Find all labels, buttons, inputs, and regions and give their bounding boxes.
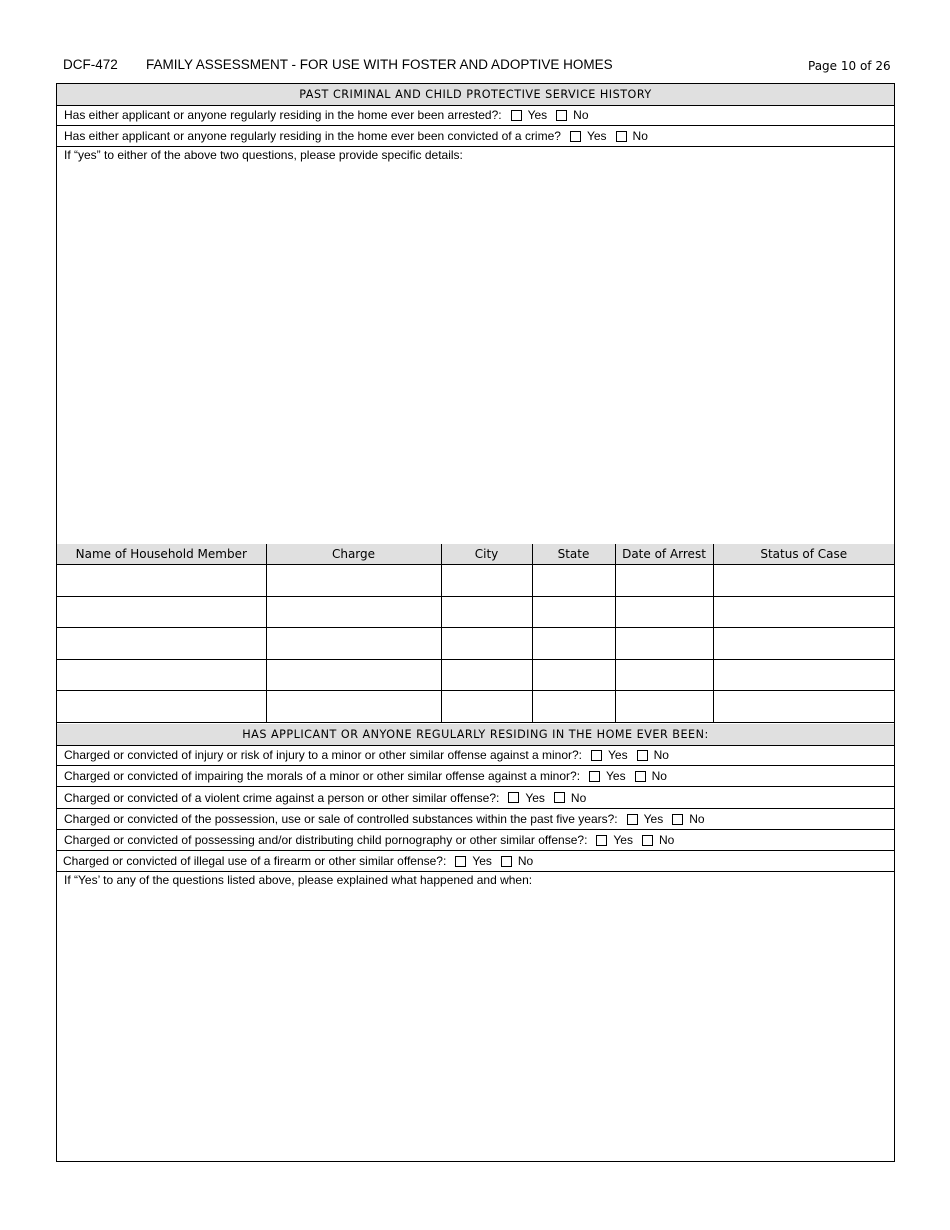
- no-label: No: [658, 833, 675, 847]
- yes-checkbox[interactable]: [596, 835, 607, 846]
- status-of-case-cell[interactable]: [713, 565, 894, 597]
- form-code: DCF-472: [63, 57, 118, 72]
- page-number: Page 10 of 26: [808, 59, 891, 73]
- explanation-textarea[interactable]: [57, 872, 894, 1161]
- question-illegal-firearm: [57, 851, 894, 872]
- state-cell[interactable]: [532, 691, 615, 723]
- table-header-row: [57, 544, 894, 565]
- section-header-criminal-history: PAST CRIMINAL AND CHILD PROTECTIVE SERVICE HISTORY: [57, 84, 894, 106]
- question-text: Charged or convicted of a violent crime against a person or other similar offense?:: [64, 790, 500, 805]
- no-label: No: [689, 812, 705, 826]
- city-cell[interactable]: [441, 659, 532, 691]
- details-prompt: If “yes” to either of the above two questions, please provide specific details:: [64, 148, 463, 162]
- name-cell[interactable]: [57, 628, 266, 660]
- question-text: Has either applicant or anyone regularly residing in the home ever been arrested?:: [64, 108, 502, 122]
- no-checkbox[interactable]: [637, 750, 648, 761]
- no-checkbox[interactable]: [642, 835, 653, 846]
- yes-label: Yes: [608, 748, 628, 762]
- question-text: Charged or convicted of possessing and/or distributing child pornography or other similar offense?:: [64, 833, 588, 847]
- name-cell[interactable]: [57, 659, 266, 691]
- yes-label: Yes: [586, 129, 607, 143]
- city-cell[interactable]: [441, 596, 532, 628]
- name-cell[interactable]: [57, 565, 266, 597]
- no-label: No: [570, 790, 587, 805]
- name-cell[interactable]: [57, 596, 266, 628]
- question-text: Charged or convicted of the possession, use or sale of controlled substances within the past five years?:: [64, 812, 618, 826]
- yes-checkbox[interactable]: [511, 110, 522, 121]
- date-of-arrest-cell[interactable]: [615, 596, 713, 628]
- table-row: [57, 596, 894, 628]
- column-header: Status of Case: [713, 544, 894, 565]
- date-of-arrest-cell[interactable]: [615, 565, 713, 597]
- question-text: Charged or convicted of injury or risk of injury to a minor or other similar offense against a minor?:: [64, 748, 583, 762]
- yes-checkbox[interactable]: [508, 792, 519, 803]
- date-of-arrest-cell[interactable]: [615, 659, 713, 691]
- city-cell[interactable]: [441, 691, 532, 723]
- yes-label: Yes: [525, 790, 545, 805]
- table-row: [57, 691, 894, 723]
- column-header: Charge: [266, 544, 441, 565]
- city-cell[interactable]: [441, 628, 532, 660]
- details-textarea[interactable]: [57, 147, 894, 544]
- column-header: City: [441, 544, 532, 565]
- no-label: No: [653, 748, 669, 762]
- no-checkbox[interactable]: [556, 110, 567, 121]
- question-text: Has either applicant or anyone regularly residing in the home ever been convicted of a crime?: [64, 129, 561, 143]
- question-arrested: [57, 105, 894, 126]
- arrest-history-table: [57, 544, 894, 723]
- no-label: No: [632, 129, 648, 143]
- yes-label: Yes: [613, 833, 633, 847]
- question-injury-to-minor: [57, 745, 894, 766]
- status-of-case-cell[interactable]: [713, 659, 894, 691]
- no-checkbox[interactable]: [554, 792, 565, 803]
- column-header: State: [532, 544, 615, 565]
- yes-checkbox[interactable]: [589, 771, 600, 782]
- no-label: No: [573, 108, 589, 122]
- question-text: Charged or convicted of illegal use of a firearm or other similar offense?:: [63, 854, 447, 868]
- explain-prompt: If “Yes’ to any of the questions listed above, please explained what happened and when:: [64, 873, 533, 887]
- status-of-case-cell[interactable]: [713, 596, 894, 628]
- question-convicted: [57, 126, 894, 147]
- question-child-pornography: [57, 830, 894, 851]
- form-title: FAMILY ASSESSMENT - FOR USE WITH FOSTER AND ADOPTIVE HOMES: [146, 57, 613, 72]
- section-header-ever-been: HAS APPLICANT OR ANYONE REGULARLY RESIDING IN THE HOME EVER BEEN:: [57, 724, 894, 746]
- yes-label: Yes: [527, 108, 548, 122]
- date-of-arrest-cell[interactable]: [615, 691, 713, 723]
- question-controlled-substances: [57, 809, 894, 830]
- table-row: [57, 659, 894, 691]
- question-impairing-morals: [57, 766, 894, 787]
- table-row: [57, 565, 894, 597]
- yes-label: Yes: [606, 769, 626, 783]
- yes-checkbox[interactable]: [591, 750, 602, 761]
- city-cell[interactable]: [441, 565, 532, 597]
- yes-label: Yes: [643, 812, 664, 826]
- question-violent-crime: [57, 787, 894, 809]
- status-of-case-cell[interactable]: [713, 628, 894, 660]
- column-header: Name of Household Member: [57, 544, 266, 565]
- state-cell[interactable]: [532, 659, 615, 691]
- column-header: Date of Arrest: [615, 544, 713, 565]
- state-cell[interactable]: [532, 628, 615, 660]
- name-cell[interactable]: [57, 691, 266, 723]
- no-checkbox[interactable]: [616, 131, 627, 142]
- status-of-case-cell[interactable]: [713, 691, 894, 723]
- charge-cell[interactable]: [266, 596, 441, 628]
- no-checkbox[interactable]: [635, 771, 646, 782]
- yes-checkbox[interactable]: [627, 814, 638, 825]
- no-label: No: [517, 854, 534, 868]
- state-cell[interactable]: [532, 565, 615, 597]
- state-cell[interactable]: [532, 596, 615, 628]
- yes-checkbox[interactable]: [570, 131, 581, 142]
- assessment-form: [56, 83, 895, 1162]
- charge-cell[interactable]: [266, 565, 441, 597]
- question-text: Charged or convicted of impairing the morals of a minor or other similar offense against a minor?:: [64, 769, 581, 783]
- no-label: No: [651, 769, 667, 783]
- yes-checkbox[interactable]: [455, 856, 466, 867]
- no-checkbox[interactable]: [501, 856, 512, 867]
- charge-cell[interactable]: [266, 628, 441, 660]
- no-checkbox[interactable]: [672, 814, 683, 825]
- table-row: [57, 628, 894, 660]
- charge-cell[interactable]: [266, 691, 441, 723]
- charge-cell[interactable]: [266, 659, 441, 691]
- date-of-arrest-cell[interactable]: [615, 628, 713, 660]
- yes-label: Yes: [472, 854, 492, 868]
